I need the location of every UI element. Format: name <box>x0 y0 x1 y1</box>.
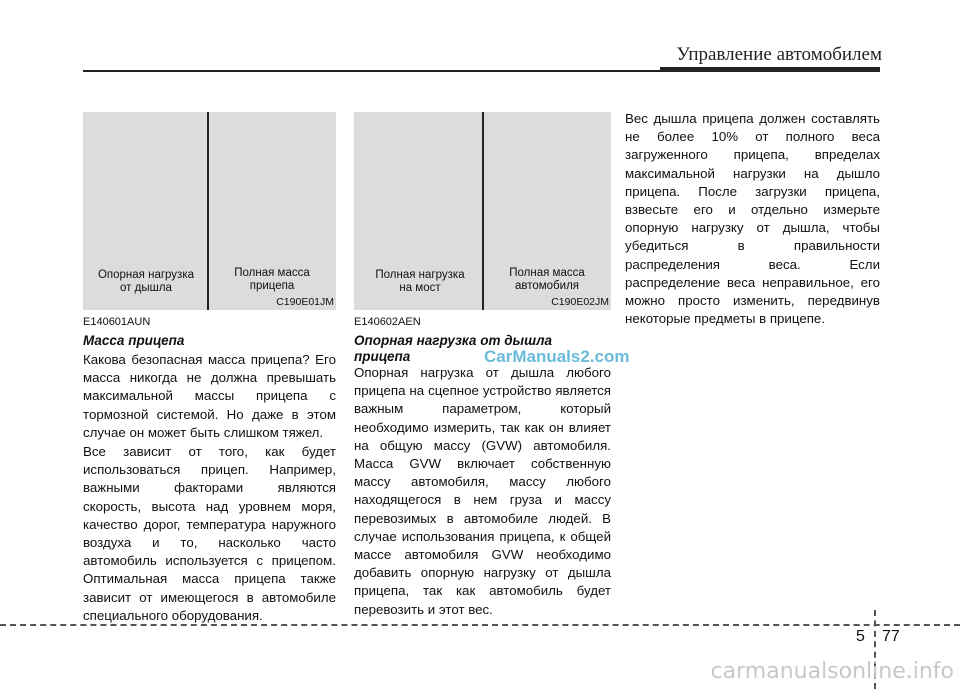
header-bar <box>660 67 880 72</box>
figure-trailer-weight <box>83 112 336 310</box>
footer-rule <box>0 624 960 626</box>
section-code: E140602AEN <box>354 316 421 328</box>
figure-code: C190E02JM <box>551 296 609 308</box>
paragraph: Какова безопасная масса прицепа? Его масса никогда не должна превышать максимальной массы прицепа с тормозной системой. Но даже в этом случае он может быть слишком тяжел. <box>83 352 336 440</box>
section-title: Масса прицепа <box>83 333 185 348</box>
figure-divider <box>207 112 209 310</box>
footer-watermark: carmanualsonline.info <box>710 659 954 684</box>
watermark-logo: CarManuals2.com <box>484 347 630 366</box>
figure-label-tongue-load: Опорная нагрузка от дышла <box>97 269 195 294</box>
figure-axle-weight <box>354 112 611 310</box>
chapter-number: 5 <box>856 628 865 645</box>
section-title: Опорная нагрузка от дышла прицепа <box>354 333 552 364</box>
page-number: 77 <box>882 628 900 645</box>
paragraph: Опорная нагрузка от дышла любого прицепа на сцепное устройство является важным параметром, который необходимо измерить, так как он влияет на общую массу (GVW) автомобиля. Масса GVW включает собственную массу автомобиля, массу любого находящегося в нем груза и массу перевозимых в автомобиле людей. В случае использования прицепа, к общей массе автомобиля GVW необходимо добавить опорную нагрузку от дышла прицепа, так как автомобиль будет перевозить и этот вес. <box>354 365 611 617</box>
figure-label-gross-vehicle-weight: Полная масса автомобиля <box>509 267 585 292</box>
figure-label-gross-trailer-weight: Полная масса прицепа <box>234 267 310 292</box>
section-code: E140601AUN <box>83 316 151 328</box>
paragraph: Вес дышла прицепа должен составлять не более 10% от полного веса загруженного прицепа, впределах максимальной нагрузки на дышло прицепа. После загрузки прицепа, взвесьте его и отдельно измерьте опорную нагрузку от дышла, чтобы убедиться в правильности распределения веса. Если распределение веса неправильное, его можно просто изменить, передвинув некоторые предметы в прицепе. <box>625 111 880 327</box>
figure-divider <box>482 112 484 310</box>
header-title: Управление автомобилем <box>676 44 882 65</box>
figure-label-gross-axle-weight: Полная нагрузка на мост <box>375 269 465 294</box>
paragraph: Все зависит от того, как будет использоваться прицеп. Например, важными факторами являются скорость, высота над уровнем моря, качество дорог, температура наружного воздуха и то, насколько часто автомобиль используется с прицепом. Оптимальная масса прицепа также зависит от имеющегося в автомобиле специального оборудования. <box>83 444 336 623</box>
figure-code: C190E01JM <box>276 296 334 308</box>
